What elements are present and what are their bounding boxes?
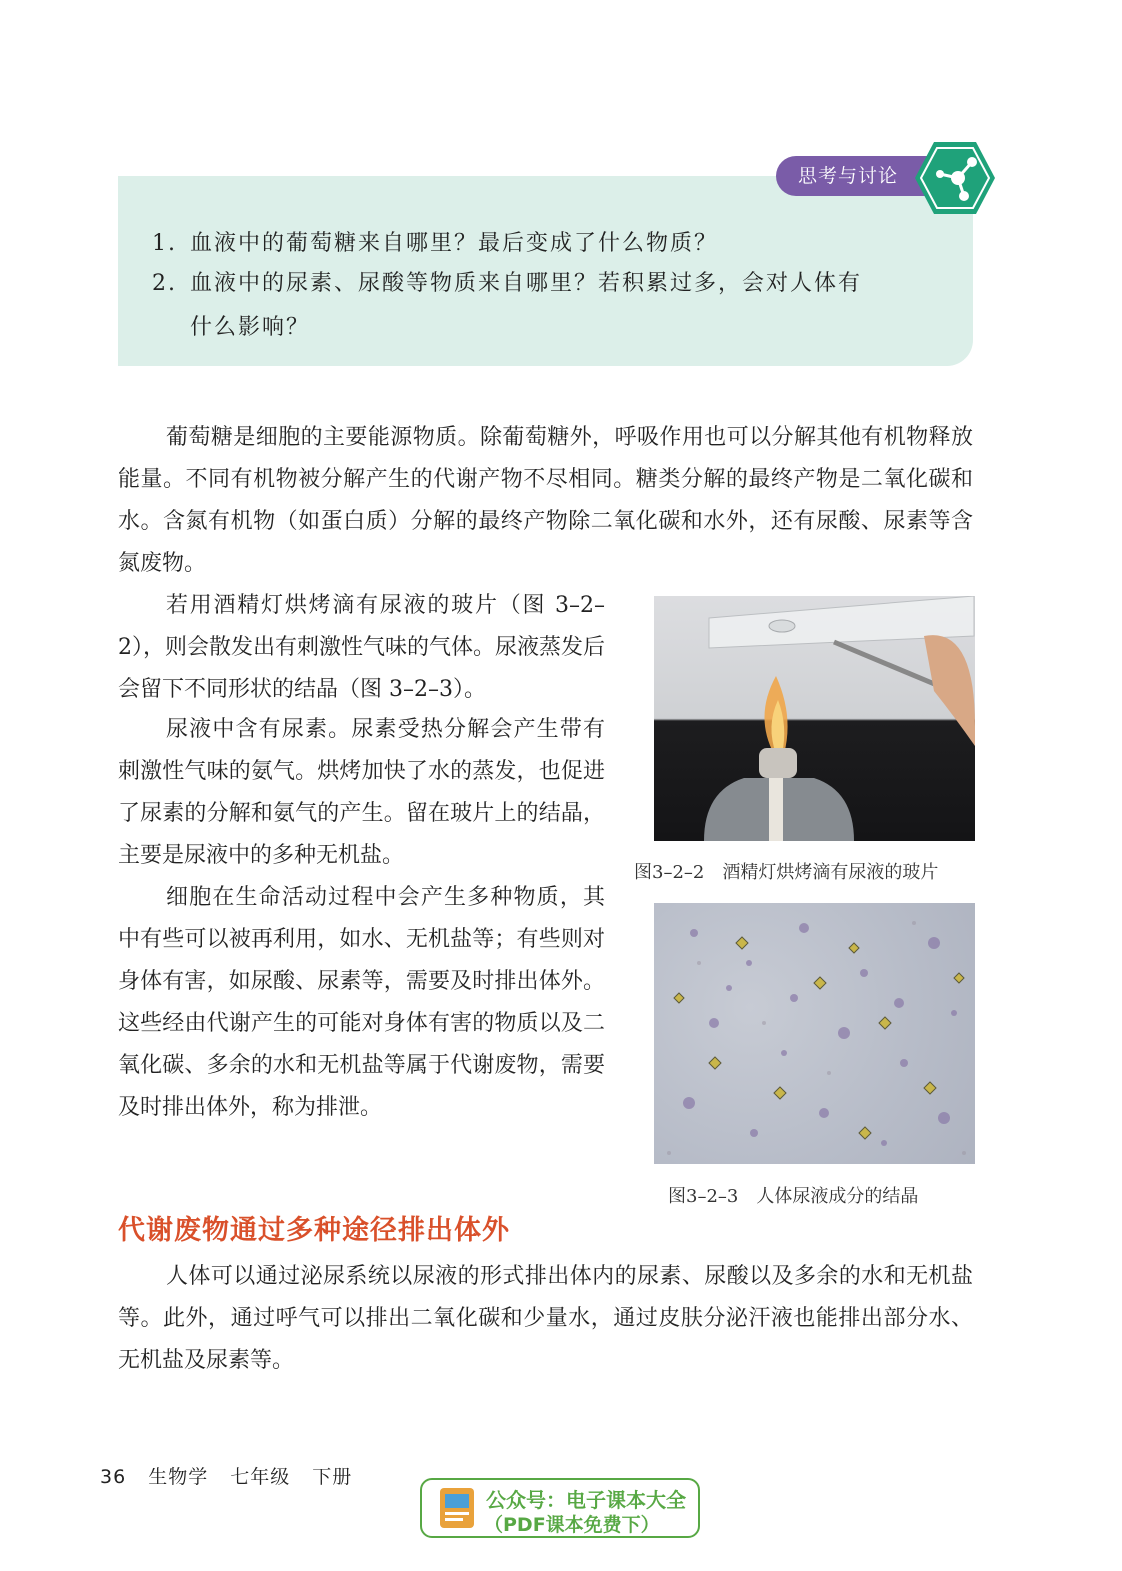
book-subject: 生物学 xyxy=(148,1466,209,1488)
figure-caption-1: 图3–2–2 酒精灯烘烤滴有尿液的玻片 xyxy=(634,862,939,883)
discussion-tag: 思考与讨论 xyxy=(776,156,938,196)
paragraph-2: 若用酒精灯烘烤滴有尿液的玻片（图 3–2–2），则会散发出有刺激性气味的气体。尿液蒸发后会留下不同形状的结晶（图 3–2–3）。 xyxy=(118,593,605,702)
alcohol-lamp-photo xyxy=(654,596,975,841)
question-1: 1. 血液中的葡萄糖来自哪里？最后变成了什么物质？ xyxy=(152,231,719,256)
section-heading: 代谢废物通过多种途径排出体外 xyxy=(118,1215,510,1246)
urine-crystals-photo xyxy=(654,903,975,1164)
book-volume: 下册 xyxy=(312,1466,353,1488)
paragraph-5: 人体可以通过泌尿系统以尿液的形式排出体内的尿素、尿酸以及多余的水和无机盐等。此外，通过呼气可以排出二氧化碳和少量水，通过皮肤分泌汗液也能排出部分水、无机盐及尿素等。 xyxy=(118,1264,973,1373)
molecule-icon xyxy=(914,140,996,216)
question-2: 2. 血液中的尿素、尿酸等物质来自哪里？若积累过多，会对人体有 xyxy=(152,271,863,296)
watermark-stamp: 公众号：电子课本大全 （PDF课本免费下） xyxy=(420,1478,700,1538)
paragraph-3: 尿液中含有尿素。尿素受热分解会产生带有刺激性气味的氨气。烘烤加快了水的蒸发，也促进了尿素的分解和氨气的产生。留在玻片上的结晶，主要是尿液中的多种无机盐。 xyxy=(118,717,605,868)
paragraph-1: 葡萄糖是细胞的主要能源物质。除葡萄糖外，呼吸作用也可以分解其他有机物释放能量。不同有机物被分解产生的代谢产物不尽相同。糖类分解的最终产物是二氧化碳和水。含氮有机物（如蛋白质）分解的最终产物除二氧化碳和水外，还有尿酸、尿素等含氮废物。 xyxy=(118,425,973,576)
figure-caption-2: 图3–2–3 人体尿液成分的结晶 xyxy=(668,1186,919,1207)
book-icon xyxy=(436,1486,478,1532)
question-2-continued: 什么影响？ xyxy=(190,315,311,340)
page-footer xyxy=(100,1462,374,1489)
paragraph-4: 细胞在生命活动过程中会产生多种物质，其中有些可以被再利用，如水、无机盐等；有些则对身体有害，如尿酸、尿素等，需要及时排出体外。这些经由代谢产生的可能对身体有害的物质以及二氧化碳、多余的水和无机盐等属于代谢废物，需要及时排出体外，称为排泄。 xyxy=(118,885,605,1120)
book-grade: 七年级 xyxy=(230,1466,291,1488)
page-number: 36 xyxy=(100,1466,127,1488)
